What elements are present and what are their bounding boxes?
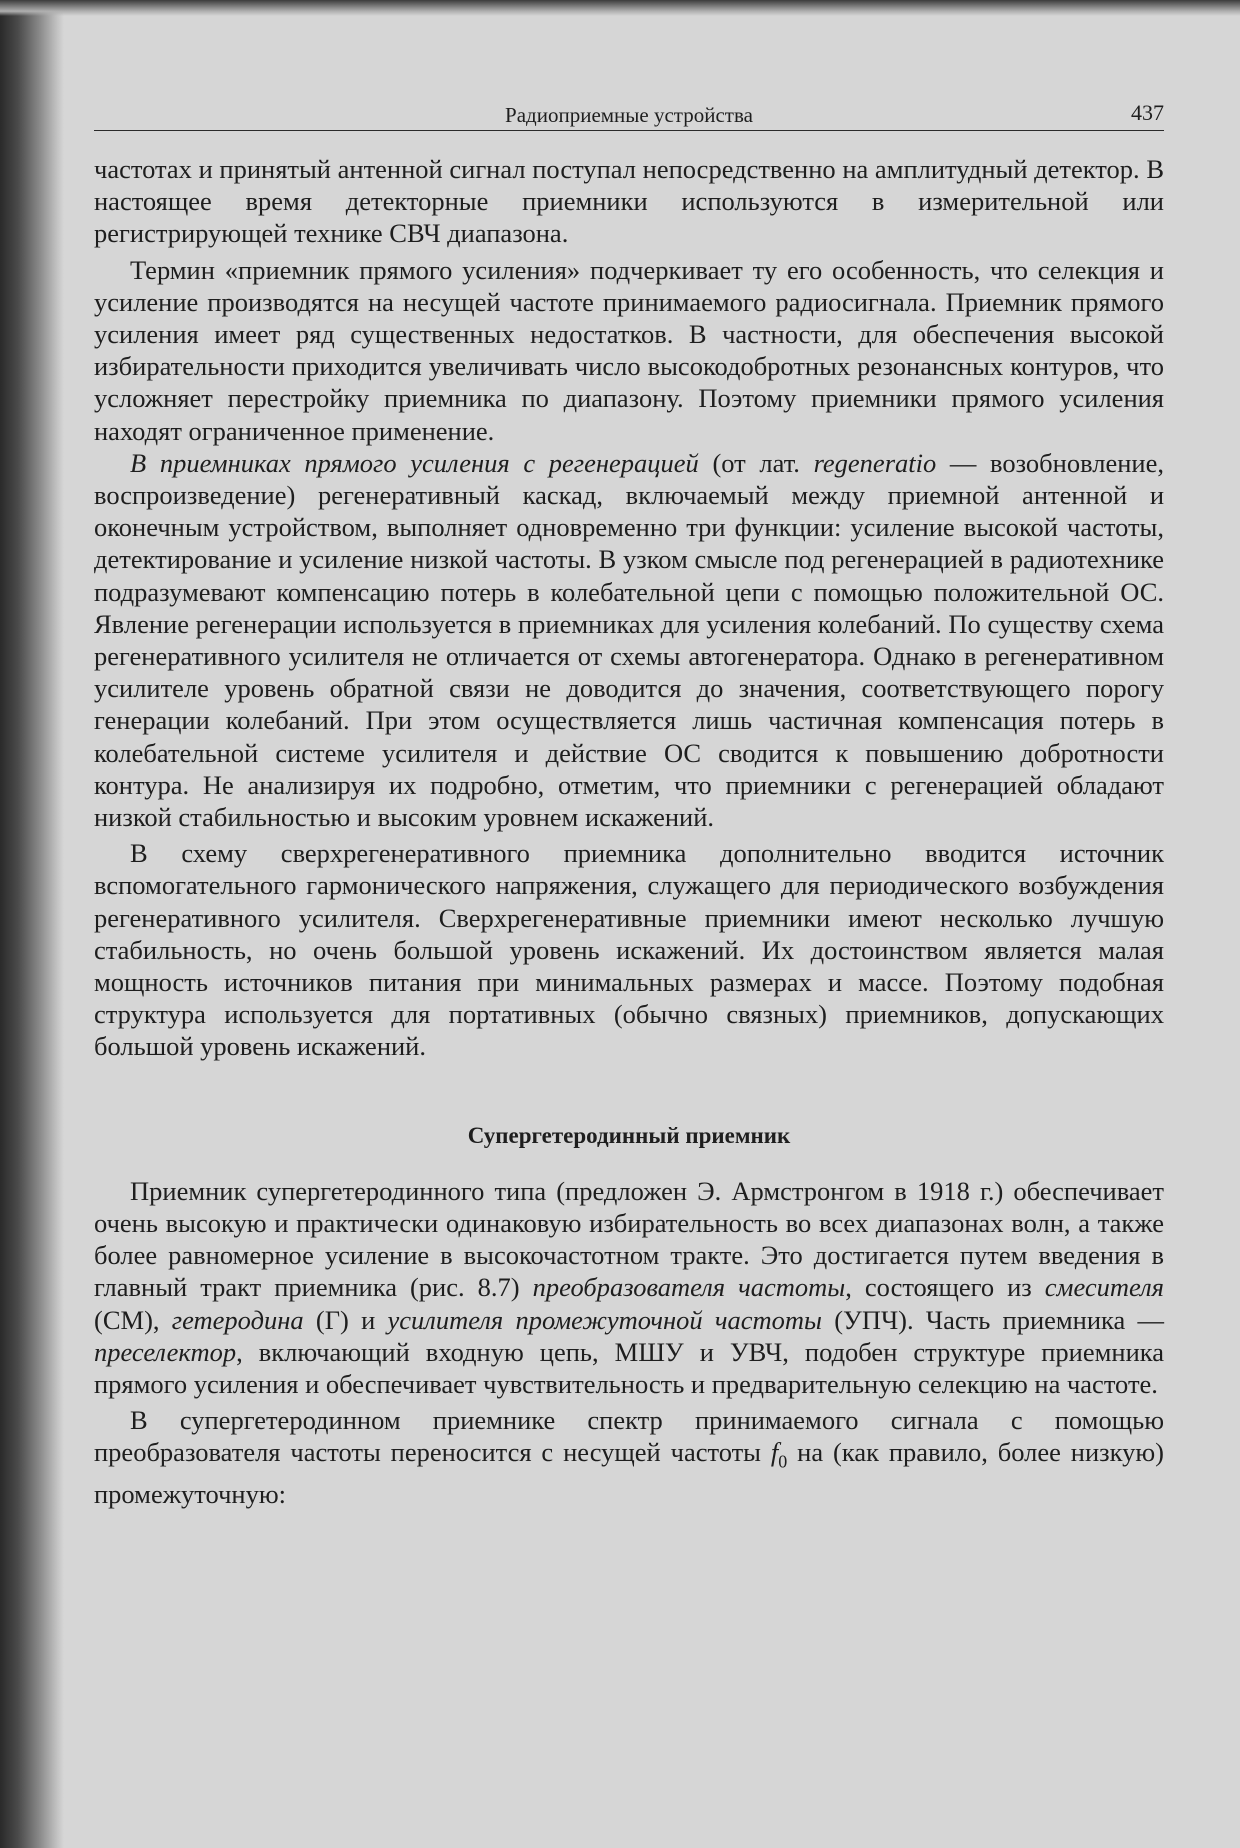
paragraph-superregenerative <box>94 837 1164 1062</box>
italic-term-regenerative-receivers: В приемниках прямого усиления с регенерацией <box>130 447 699 478</box>
paragraph-continuation <box>94 153 1164 250</box>
paragraph-frequency-conversion <box>94 1404 1164 1510</box>
paragraph-direct-amplification <box>94 254 1164 447</box>
italic-term-mixer: смесителя <box>1044 1272 1164 1303</box>
paragraph-text: Термин «приемник прямого усиления» подчеркивает ту его особенность, что селекция и усиление производятся на несущей частоте принимаемого радиосигнала. Приемник прямого усиления имеет ряд существенных недостатков. В частности, для обеспечения высокой избирательности приходится увеличивать число высокодобротных резонансных контуров, что усложняет перестройку приемника по диапазону. Поэтому приемники прямого усиления находят ограниченное применение. <box>94 254 1164 446</box>
paragraph-text: — возобновление, воспроизведение) регенеративный каскад, включаемый между приемной антенной и оконечным устройством, выполняет одновременно три функции: усиление высокой частоты, детектирование и усиление низкой частоты. В узком смысле под регенерацией в радиотехнике подразумевают компенсацию потерь в колебательной цепи с помощью положительной ОС. Явление регенерации используется в приемниках для усиления колебаний. По существу схема регенеративного усилителя не отличается от схемы автогенератора. Однако в регенеративном усилителе уровень обратной связи не доводится до значения, соответствующего порогу генерации колебаний. При этом осуществляется лишь частичная компенсация потерь в колебательной системе усилителя и действие ОС сводится к повышению добротности контура. Не анализируя их подробно, отметим, что приемники с регенерацией обладают низкой стабильностью и высоким уровнем искажений. <box>94 447 1164 833</box>
binding-shadow <box>0 0 64 1848</box>
paragraph-superheterodyne-intro <box>94 1175 1164 1400</box>
paragraph-text: частотах и принятый антенной сигнал поступал непосредственно на амплитудный детектор. В настоящее время детекторные приемники используются в измерительной или регистрирующей технике СВЧ диапазона. <box>94 154 1164 249</box>
paragraph-text: на (как правило, более низкую) промежуточную: <box>94 1437 1164 1509</box>
formula-symbol-f: f <box>770 1437 779 1468</box>
italic-term-local-oscillator: гетеродина <box>171 1304 304 1335</box>
running-head-title: Радиоприемные устройства <box>505 103 753 127</box>
paragraph-text: (от лат. <box>698 447 814 478</box>
paragraph-text: В схему сверхрегенеративного приемника дополнительно вводится источник вспомогательного гармонического напряжения, служащего для периодического возбуждения регенеративного усилителя. Сверхрегенеративные приемники имеют несколько лучшую стабильность, но очень большой уровень искажений. Их достоинством является малая мощность источников питания при минимальных размерах и массе. Поэтому подобная структура используется для портативных (обычно связных) приемников, допускающих большой уровень искажений. <box>94 838 1164 1062</box>
paragraph-regeneration <box>94 447 1164 833</box>
running-head <box>94 96 1164 131</box>
paragraph-text: Приемник супергетеродинного типа (предложен Э. Армстронгом в 1918 г.) обеспечивает очень высокую и практически одинаковую избирательность во всех диапазонах волн, а также более равномерное усиление в высокочастотном тракте. Это достигается путем введения в главный тракт приемника (рис. 8.7) <box>94 1175 1164 1303</box>
italic-latin-term: regeneratio <box>813 447 937 478</box>
body-text <box>94 153 1164 1510</box>
paragraph-text: (Г) и <box>303 1304 388 1335</box>
italic-term-frequency-converter: преобразователя частоты <box>532 1272 846 1303</box>
paragraph-text: (СМ), <box>94 1304 172 1335</box>
top-edge-shadow <box>0 0 1240 16</box>
page-number: 437 <box>1131 100 1164 125</box>
italic-term-preselector: преселектор <box>94 1336 237 1367</box>
section-heading: Супергетеродинный приемник <box>467 1122 791 1148</box>
paragraph-text: В супергетеродинном приемнике спектр принимаемого сигнала с помощью преобразователя частоты переносится с несущей частоты <box>94 1405 1164 1468</box>
italic-term-if-amplifier: усилителя промежуточной частоты <box>387 1304 822 1335</box>
paragraph-text: , состоящего из <box>845 1272 1045 1303</box>
book-page <box>94 96 1164 1510</box>
paragraph-text: (УПЧ). Часть приемника — <box>821 1304 1165 1335</box>
paragraph-text: , включающий входную цепь, МШУ и УВЧ, подобен структуре приемника прямого усиления и обеспечивает чувствительность и предварительную селекцию на частоте. <box>94 1336 1164 1399</box>
formula-subscript: 0 <box>778 1451 788 1472</box>
